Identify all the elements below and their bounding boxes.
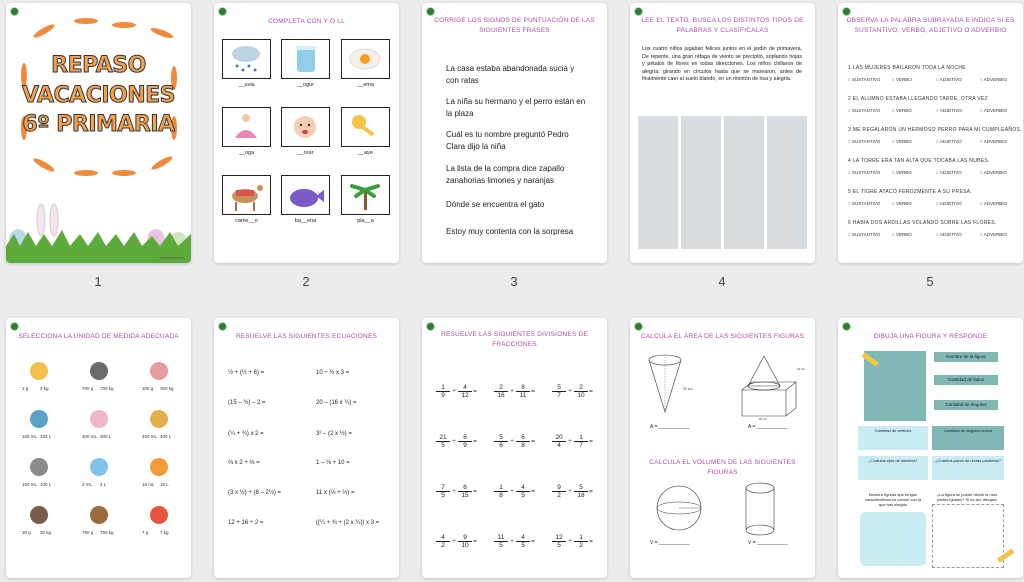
page-thumbnail-4[interactable] [630, 3, 815, 263]
option-label: ADJETIVO [939, 139, 962, 144]
operator: ÷ [452, 388, 456, 395]
option-label: ADVERBIO [983, 170, 1007, 175]
item-picture [30, 410, 48, 428]
denominator: 8 [516, 441, 530, 449]
option-radio[interactable]: ○ ADVERBIO [980, 170, 1007, 175]
unit-option[interactable]: 400 L [160, 434, 172, 439]
numerator: 5 [557, 384, 561, 391]
equals-sign: = [589, 538, 593, 545]
fraction [574, 384, 588, 399]
numerator: 9 [557, 484, 561, 491]
option-radio[interactable]: ○ ADVERBIO [980, 139, 1007, 144]
numerator: 4 [441, 534, 445, 541]
item-picture [150, 410, 168, 428]
option-label: ADJETIVO [939, 201, 962, 206]
answer-column[interactable] [724, 116, 764, 249]
equals-sign: = [473, 488, 477, 495]
page-title: OBSERVA LA PALABRA SUBRAYADA E INDICA SI ES SUSTANTIVO, VERBO, ADJETIVO O ADVERBIO [846, 17, 1015, 34]
question-label: ¿Cuántos ejes de simetría? [868, 458, 918, 463]
sentence: La niña su hermano y el perro están en la plaza [446, 97, 586, 118]
equals-sign: = [531, 388, 535, 395]
page-title: LEE EL TEXTO, BUSCA LOS DISTINTOS TIPOS DE PALABRAS Y CLASÍFICALAS [641, 17, 804, 34]
numerator: 6 [463, 484, 467, 491]
denominator: 2 [552, 491, 566, 499]
logo-icon [218, 322, 227, 331]
logo-icon [426, 7, 435, 16]
option-radio[interactable]: ○ VERBO [892, 108, 912, 113]
label-arrow: Nombre de la figura [934, 352, 998, 362]
option-label: SUSTANTIVO [851, 232, 881, 237]
picture-box [222, 175, 271, 215]
question-label: Cantidad de ángulos rectos [943, 428, 993, 433]
page-title: COMPLETA CON Y O LL [268, 18, 345, 25]
fraction [458, 434, 472, 449]
word-blank: __ema [357, 82, 374, 88]
page-title: DIBUJA UNA FIGURA Y RESPONDE [873, 333, 988, 340]
fraction [516, 434, 530, 449]
numerator: 4 [463, 384, 467, 391]
denominator: 10 [458, 541, 472, 549]
fraction [574, 534, 588, 549]
question-label: ¿La figura se puede dividir en dos partes iguales? Si es así, dibújalo [936, 492, 998, 502]
svg-text:20 cm: 20 cm [683, 387, 693, 391]
option-radio[interactable]: ○ VERBO [892, 232, 912, 237]
equation: 20 – (16 x ¼) = [316, 400, 357, 406]
equation: (¼ + ¾) x 2 = [228, 431, 264, 437]
equation: ⅔ x 2 + ⅔ = [228, 460, 260, 466]
option-radio[interactable]: ○ VERBO [892, 201, 912, 206]
equals-sign: = [589, 438, 593, 445]
fraction [552, 484, 566, 499]
option-radio[interactable]: ○ SUSTANTIVO [848, 108, 881, 113]
svg-text:20 cm: 20 cm [759, 417, 768, 420]
logo-icon [218, 7, 227, 16]
logo-icon [842, 7, 851, 16]
logo-icon [10, 322, 19, 331]
title-line-3: 6º PRIMARIA [22, 112, 175, 138]
word-blank: pla__a [357, 218, 374, 224]
option-radio[interactable]: ○ ADVERBIO [980, 232, 1007, 237]
denominator: 2 [574, 541, 588, 549]
numerator: 1 [579, 434, 583, 441]
option-label: ADVERBIO [983, 201, 1007, 206]
option-radio[interactable]: ○ ADVERBIO [980, 201, 1007, 206]
numerator: 4 [521, 534, 525, 541]
fraction [574, 434, 588, 449]
numerator: 7 [441, 484, 445, 491]
denominator: 6 [494, 441, 508, 449]
unit-option[interactable]: 7 kg [160, 530, 169, 535]
question: 1 LAS MUJERES BAILARON TODA LA NOCHE [848, 65, 966, 71]
option-radio[interactable]: ○ ADJETIVO [936, 139, 962, 144]
unit-option[interactable]: 4 L [100, 482, 107, 487]
sentence: La casa estaba abandonada sucia y con ratas [446, 64, 575, 85]
operator: ÷ [568, 538, 572, 545]
page-number: 5 [926, 274, 934, 289]
item-picture [150, 506, 168, 524]
unit-option[interactable]: 300 g [142, 386, 154, 391]
option-label: VERBO [895, 139, 912, 144]
item-picture [150, 362, 168, 380]
unit-option[interactable]: 15 mL [142, 482, 155, 487]
picture-box [281, 175, 330, 215]
denominator: 5 [494, 541, 508, 549]
fraction [436, 534, 450, 549]
unit-option[interactable]: 30 kg [40, 530, 52, 535]
word-blank: __ogur [296, 82, 315, 88]
fraction [552, 434, 566, 449]
page-thumbnail-3[interactable] [422, 3, 607, 263]
equation: 1 – ⅛ + 10 = [316, 460, 350, 466]
option-label: VERBO [895, 77, 912, 82]
page-thumbnail-2[interactable] [214, 3, 399, 263]
unit-option[interactable]: 700 kg [100, 386, 114, 391]
numerator: 1 [499, 484, 503, 491]
fraction [516, 484, 530, 499]
logo-icon [634, 322, 643, 331]
denominator: 5 [436, 491, 450, 499]
denominator: 5 [552, 541, 566, 549]
numerator: 11 [497, 534, 505, 541]
denominator: 7 [574, 441, 588, 449]
word-blank: ba__ena [294, 218, 317, 224]
question-label: Nombra figuras que tengan características en común con la que has elegido [864, 492, 922, 507]
option-radio[interactable]: ○ VERBO [892, 139, 912, 144]
page-thumbnail-9[interactable] [630, 318, 815, 578]
option-label: SUSTANTIVO [851, 170, 881, 175]
fraction [436, 484, 450, 499]
option-radio[interactable]: ○ ADJETIVO [936, 201, 962, 206]
answer-line[interactable]: A = ___________ [748, 424, 788, 430]
answer-line[interactable]: V = ___________ [650, 540, 690, 546]
unit-option[interactable]: 700 g [82, 386, 94, 391]
cone-figure [640, 350, 700, 425]
option-radio[interactable]: ○ SUSTANTIVO [848, 170, 881, 175]
item-picture [150, 458, 168, 476]
item-picture [90, 362, 108, 380]
page-thumbnail-5[interactable] [838, 3, 1023, 263]
denominator: 5 [516, 541, 530, 549]
equals-sign: = [473, 538, 477, 545]
item-picture [90, 506, 108, 524]
denominator: 9 [436, 391, 450, 399]
option-radio[interactable]: ○ SUSTANTIVO [848, 139, 881, 144]
question: 3 ME REGALARON UN HERMOSO PERRO PARA MI CUMPLEAÑOS. [848, 127, 1022, 133]
picture-box [341, 39, 390, 79]
denominator: 2 [436, 541, 450, 549]
title-line-1: REPASO [51, 53, 146, 78]
pencil-icon [994, 544, 1018, 573]
question: 2 EL ALUMNO ESTABA LLEGANDO TARDE, OTRA VEZ [848, 96, 988, 102]
option-radio[interactable]: ○ ADJETIVO [936, 108, 962, 113]
operator: ÷ [510, 488, 514, 495]
unit-option[interactable]: 325 mL [22, 434, 38, 439]
unit-option[interactable]: 300 L [100, 434, 112, 439]
page-title: RESUELVE LAS SIGUIENTES DIVISIONES DE FRACCIONES [441, 331, 588, 348]
unit-option[interactable]: 100 mL [22, 482, 38, 487]
option-radio[interactable]: ○ ADJETIVO [936, 77, 962, 82]
word-blank: __orar [297, 150, 314, 156]
unit-option[interactable]: 3 g [22, 386, 29, 391]
denominator: 10 [574, 391, 588, 399]
item-picture [30, 362, 48, 380]
operator: ÷ [510, 538, 514, 545]
cover-title [6, 51, 191, 140]
denominator: 11 [516, 391, 530, 399]
fraction [494, 434, 508, 449]
question: 5 EL TIGRE ATACÓ FEROZMENTE A SU PRESA. [848, 189, 973, 195]
label-arrow: Cantidad de ángulos [934, 400, 998, 410]
fraction [494, 484, 508, 499]
equation: ½ + (½ + 6) = [228, 370, 265, 376]
numerator: 21 [439, 434, 447, 441]
option-label: VERBO [895, 170, 912, 175]
page-title: RESUELVE LAS SIGUIENTES ECUACIONES [235, 333, 378, 340]
equals-sign: = [473, 438, 477, 445]
svg-text:19 cm: 19 cm [797, 367, 806, 371]
sentence: Cuál es tu nombre preguntó Pedro Clara dijo la niña [446, 130, 569, 151]
unit-option[interactable]: 750 g [82, 530, 94, 535]
equals-sign: = [531, 438, 535, 445]
answer-column[interactable] [767, 116, 807, 249]
item-picture [30, 506, 48, 524]
numerator: 2 [579, 384, 583, 391]
page-thumbnail-8[interactable] [422, 318, 607, 578]
operator: ÷ [452, 488, 456, 495]
denominator: 16 [494, 391, 508, 399]
picture-box [222, 107, 271, 147]
equation: 3² – (2 x ½) = [316, 431, 352, 437]
fraction [574, 484, 588, 499]
numerator: 5 [499, 434, 503, 441]
numerator: 8 [521, 384, 525, 391]
option-radio[interactable]: ○ ADJETIVO [936, 232, 962, 237]
fraction [458, 484, 472, 499]
denominator: 12 [458, 391, 472, 399]
unit-option[interactable]: 750 kg [100, 530, 114, 535]
equation: (15 – ¾) – 2 = [228, 400, 266, 406]
page-title: CALCULA EL ÁREA DE LAS SIGUIENTES FIGURAS [640, 333, 805, 340]
numerator: 1 [579, 534, 583, 541]
equals-sign: = [531, 488, 535, 495]
unit-option[interactable]: 7 g [142, 530, 149, 535]
numerator: 1 [441, 384, 445, 391]
numerator: 4 [521, 484, 525, 491]
denominator: 9 [458, 441, 472, 449]
cylinder-figure [740, 480, 790, 545]
numerator: 2 [499, 384, 503, 391]
page-title: CORRIGE LOS SIGNOS DE PUNTUACIÓN DE LAS SIGUIENTES FRASES [434, 17, 595, 34]
equation: 10 ÷ ½ x 3 = [316, 370, 350, 376]
unit-option[interactable]: 300 mL [82, 434, 98, 439]
option-label: SUSTANTIVO [851, 77, 881, 82]
equals-sign: = [473, 388, 477, 395]
question-label: ¿Cuántos pares de rectas paralelas? [935, 458, 1001, 463]
page-number: 3 [510, 274, 518, 289]
operator: ÷ [510, 388, 514, 395]
operator: ÷ [452, 538, 456, 545]
fraction [436, 384, 450, 399]
operator: ÷ [568, 388, 572, 395]
equation: ((¼ + ¾ + (2 x ¼)) x 3 = [316, 520, 380, 526]
fraction [436, 434, 450, 449]
option-label: ADJETIVO [939, 170, 962, 175]
equation: 12 + 16 ÷ 2 = [228, 520, 264, 526]
option-label: SUSTANTIVO [851, 139, 881, 144]
fraction [552, 534, 566, 549]
option-label: SUSTANTIVO [851, 201, 881, 206]
option-radio[interactable]: ○ SUSTANTIVO [848, 232, 881, 237]
fraction [458, 384, 472, 399]
page-thumbnail-7[interactable] [214, 318, 399, 578]
question-label: Cantidad de vértices [874, 428, 912, 433]
denominator: 18 [574, 491, 588, 499]
sphere-figure [654, 483, 704, 538]
unit-option[interactable]: 400 mL [142, 434, 158, 439]
word-blank: __uvia [238, 82, 255, 88]
numerator: 5 [579, 484, 583, 491]
option-label: ADVERBIO [983, 232, 1007, 237]
numerator: 9 [463, 534, 467, 541]
fraction [516, 534, 530, 549]
page-number: 2 [302, 274, 310, 289]
fraction [516, 384, 530, 399]
option-label: VERBO [895, 232, 912, 237]
word-blank: __oga [238, 150, 255, 156]
unit-option[interactable]: 15 L [160, 482, 169, 487]
picture-box [281, 39, 330, 79]
equals-sign: = [589, 388, 593, 395]
option-radio[interactable]: ○ ADVERBIO [980, 77, 1007, 82]
option-radio[interactable]: ○ VERBO [892, 77, 912, 82]
picture-box [341, 175, 390, 215]
bunny-grass-illustration [6, 198, 191, 263]
page-thumbnail-1[interactable] [6, 3, 191, 263]
fraction [458, 534, 472, 549]
denominator: 5 [436, 441, 450, 449]
volume-title: CALCULA EL VOLUMEN DE LAS SIGUIENTES FIGURAS [649, 459, 796, 476]
operator: ÷ [568, 488, 572, 495]
unit-option[interactable]: 325 L [40, 434, 52, 439]
denominator: 8 [494, 491, 508, 499]
numerator: 8 [463, 434, 467, 441]
answer-column[interactable] [638, 116, 678, 249]
numerator: 20 [555, 434, 563, 441]
word-blank: came__o [235, 218, 258, 224]
label-arrow: Cantidad de lados [934, 375, 998, 385]
prism-cone-figure [734, 350, 806, 425]
denominator: 7 [552, 391, 566, 399]
sentence: Dónde se encuentra el gato [446, 200, 545, 209]
numerator: 12 [555, 534, 563, 541]
equation: 11 x (⅓ + ⅔) = [316, 490, 355, 496]
item-picture [30, 458, 48, 476]
option-label: ADVERBIO [983, 77, 1007, 82]
answer-box[interactable] [860, 512, 926, 566]
option-radio[interactable]: ○ VERBO [892, 170, 912, 175]
option-label: ADVERBIO [983, 108, 1007, 113]
logo-icon [842, 322, 851, 331]
fraction [552, 384, 566, 399]
page-thumbnail-10[interactable] [838, 318, 1023, 578]
page-number: 4 [718, 274, 726, 289]
question: 4 LA TORRE ERA TAN ALTA QUE TOCABA LAS NUBES. [848, 158, 990, 164]
sentence: La lista de la compra dice zapallo zanahorias limones y naranjas [446, 164, 565, 185]
picture-box [281, 107, 330, 147]
option-label: SUSTANTIVO [851, 108, 881, 113]
denominator: 4 [552, 441, 566, 449]
word-blank: __ave [358, 150, 373, 156]
answer-column[interactable] [681, 116, 721, 249]
option-label: ADJETIVO [939, 77, 962, 82]
denominator: 5 [516, 491, 530, 499]
item-picture [90, 458, 108, 476]
answer-line[interactable]: A = ___________ [650, 424, 690, 430]
page-title: SELECCIONA LA UNIDAD DE MEDIDA ADECUADA [18, 333, 179, 340]
equals-sign: = [589, 488, 593, 495]
answer-line[interactable]: V = ___________ [748, 540, 788, 546]
option-label: VERBO [895, 108, 912, 113]
page-number: 1 [94, 274, 102, 289]
option-radio[interactable]: ○ SUSTANTIVO [848, 201, 881, 206]
unit-option[interactable]: 3 kg [40, 386, 49, 391]
item-picture [90, 410, 108, 428]
operator: ÷ [510, 438, 514, 445]
unit-option[interactable]: 4 mL [82, 482, 93, 487]
sentence: Estoy muy contenta con la sorpresa [446, 227, 574, 236]
fraction [494, 384, 508, 399]
denominator: 15 [458, 491, 472, 499]
option-radio[interactable]: ○ ADJETIVO [936, 170, 962, 175]
unit-option[interactable]: 300 kg [160, 386, 174, 391]
question: 6 HABÍA DOS ARDILLAS VOLANDO SOBRE LAS FLORES. [848, 220, 997, 226]
option-label: ADVERBIO [983, 139, 1007, 144]
operator: ÷ [452, 438, 456, 445]
option-radio[interactable]: ○ ADVERBIO [980, 108, 1007, 113]
equation: (3 x ½) + (8 – 2½) = [228, 490, 282, 496]
option-label: VERBO [895, 201, 912, 206]
unit-option[interactable]: 100 L [40, 482, 52, 487]
option-radio[interactable]: ○ SUSTANTIVO [848, 77, 881, 82]
credit-text: @maestra_laura [159, 256, 185, 260]
operator: ÷ [568, 438, 572, 445]
option-label: ADJETIVO [939, 108, 962, 113]
option-label: ADJETIVO [939, 232, 962, 237]
unit-option[interactable]: 30 g [22, 530, 31, 535]
fraction [494, 534, 508, 549]
reading-text: Los cuatro niños jugaban felices juntos en el jardín de primavera. De repente, una gran ráfaga de viento se precipitó, soplando hojas y pétalos de flores en todas direcciones. Los niños chillaron de alegría, girando en círculos hasta que se marearon, antes de finalmente caer al suelo blando, en un montón de risa y alegría. [642, 46, 802, 83]
numerator: 6 [521, 434, 525, 441]
equals-sign: = [531, 538, 535, 545]
page-thumbnail-6[interactable] [6, 318, 191, 578]
logo-icon [634, 7, 643, 16]
pencil-icon [858, 348, 882, 377]
title-line-2: VACACIONES [21, 82, 176, 108]
picture-box [341, 107, 390, 147]
picture-box [222, 39, 271, 79]
